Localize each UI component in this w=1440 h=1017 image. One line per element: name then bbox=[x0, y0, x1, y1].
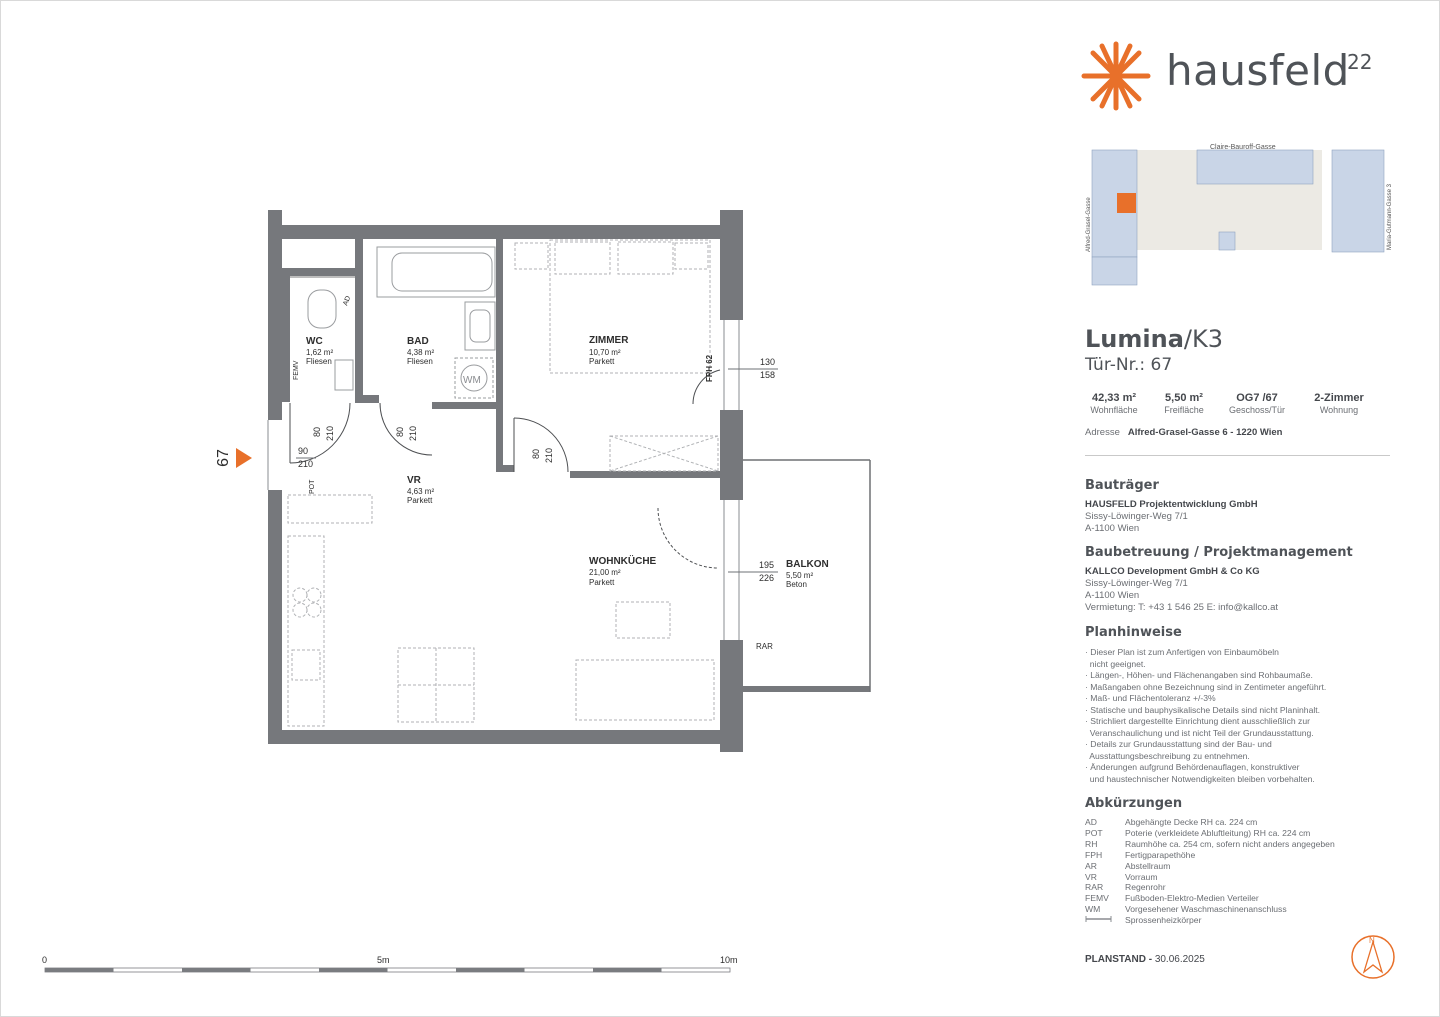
scale-mid: 5m bbox=[377, 955, 390, 965]
notes-heading: Planhinweise bbox=[1085, 625, 1182, 640]
building-name: Lumina bbox=[1085, 325, 1184, 353]
walls bbox=[268, 210, 743, 752]
abbr-row bbox=[1085, 882, 1335, 893]
kpi-value: 2-Zimmer bbox=[1314, 392, 1364, 404]
label-fph: FPH 62 bbox=[705, 354, 714, 382]
address bbox=[1085, 427, 1282, 438]
room-vr-name: VR bbox=[407, 475, 421, 486]
dim-wc-door-width: 80 bbox=[312, 426, 322, 437]
note-line: · Strichliert dargestellte Einrichtung dient ausschließlich zur bbox=[1085, 716, 1310, 726]
management-block bbox=[1085, 566, 1278, 614]
abbr-value: Poterie (verkleidete Abluftleitung) RH ca. 224 cm bbox=[1125, 827, 1311, 838]
abbr-key: AR bbox=[1085, 860, 1097, 871]
dim-bad-door-height: 210 bbox=[408, 425, 418, 441]
address-value: Alfred-Grasel-Gasse 6 - 1220 Wien bbox=[1127, 427, 1283, 438]
management-company: KALLCO Development GmbH & Co KG bbox=[1085, 566, 1260, 577]
room-wohnkueche-name: WOHNKÜCHE bbox=[589, 556, 657, 567]
abbr-value: Fußboden-Elektro-Medien Verteiler bbox=[1125, 893, 1259, 904]
developer-block bbox=[1085, 499, 1258, 535]
site-street-top: Claire-Bauroff-Gasse bbox=[1210, 144, 1276, 151]
dim-wk-window-height: 226 bbox=[759, 573, 775, 583]
room-vr-floor: Parkett bbox=[407, 496, 433, 505]
abbr-value: Vorraum bbox=[1125, 871, 1158, 882]
kpi-geschoss bbox=[1224, 392, 1290, 415]
scale-zero: 0 bbox=[42, 955, 48, 965]
abbr-value: Abgehängte Decke RH ca. 224 cm bbox=[1125, 817, 1258, 827]
abbreviations-list bbox=[1085, 817, 1335, 926]
radiator-symbol-icon bbox=[1085, 915, 1125, 926]
abbr-key: VR bbox=[1085, 871, 1097, 882]
compass-north-label: N bbox=[1369, 936, 1375, 945]
abbr-row bbox=[1085, 872, 1335, 883]
abbr-key: AD bbox=[1085, 817, 1097, 827]
abbr-row bbox=[1085, 850, 1335, 861]
abbr-key: POT bbox=[1085, 827, 1103, 838]
kpi-value: 5,50 m² bbox=[1165, 392, 1203, 404]
developer-city: A-1100 Wien bbox=[1085, 523, 1140, 534]
door-number: Tür-Nr.: 67 bbox=[1085, 355, 1173, 375]
kpi-label: Wohnfläche bbox=[1090, 405, 1138, 415]
developer-heading: Bauträger bbox=[1085, 478, 1159, 493]
abbr-row bbox=[1085, 828, 1335, 839]
notes-list bbox=[1085, 647, 1385, 785]
abbr-row bbox=[1085, 904, 1335, 915]
room-balkon-name: BALKON bbox=[786, 559, 829, 570]
kpi-value: 42,33 m² bbox=[1091, 392, 1137, 404]
abbr-value: Vorgesehener Waschmaschinenanschluss bbox=[1125, 904, 1287, 915]
note-line: Ausstattungsbeschreibung zu entnehmen. bbox=[1085, 750, 1250, 761]
dim-zimmer-window-height: 158 bbox=[760, 370, 776, 380]
site-plan bbox=[1085, 140, 1395, 290]
dim-entry-door-width: 90 bbox=[298, 446, 309, 456]
site-street-left: Alfred-Grasel-Gasse bbox=[1086, 197, 1092, 252]
label-ad: AD bbox=[342, 295, 353, 307]
management-heading: Baubetreuung / Projektmanagement bbox=[1085, 545, 1353, 560]
note-line: · Maßangaben ohne Bezeichnung sind in Zentimeter angeführt. bbox=[1085, 681, 1327, 692]
abbr-row bbox=[1085, 839, 1335, 850]
abbr-value: Fertigparapethöhe bbox=[1125, 849, 1196, 860]
planstand bbox=[1085, 954, 1205, 965]
planstand-label: PLANSTAND - bbox=[1085, 954, 1153, 965]
dim-zimmer-door-height: 210 bbox=[544, 447, 554, 463]
building-block: /K3 bbox=[1183, 325, 1223, 353]
note-line: · Dieser Plan ist zum Anfertigen von Einbaumöbeln bbox=[1085, 647, 1279, 657]
abbr-row bbox=[1085, 893, 1335, 904]
note-line: · Änderungen aufgrund Behördenauflagen, konstruktiver bbox=[1085, 762, 1300, 772]
management-city: A-1100 Wien bbox=[1085, 590, 1140, 601]
windows bbox=[268, 320, 739, 640]
dim-wc-door-height: 210 bbox=[325, 425, 335, 441]
brand-superscript: 22 bbox=[1347, 50, 1373, 74]
entrance-number: 67 bbox=[215, 449, 232, 467]
dim-zimmer-window-width: 130 bbox=[760, 357, 776, 367]
dim-entry-door-height: 210 bbox=[298, 459, 314, 469]
room-bad-area: 4,38 m² bbox=[407, 348, 435, 357]
abbr-row bbox=[1085, 817, 1335, 828]
abbr-key: RAR bbox=[1085, 882, 1104, 893]
room-wc-area: 1,62 m² bbox=[306, 348, 334, 357]
abbr-key: WM bbox=[1085, 904, 1101, 915]
living-furniture bbox=[288, 495, 714, 726]
label-femv: FEMV bbox=[293, 360, 300, 380]
kpi-wohnflaeche bbox=[1085, 392, 1143, 415]
management-contact: Vermietung: T: +43 1 546 25 E: info@kallco.at bbox=[1085, 602, 1278, 613]
room-zimmer-floor: Parkett bbox=[589, 357, 615, 366]
room-wohnkueche-area: 21,00 m² bbox=[589, 568, 621, 577]
room-zimmer-name: ZIMMER bbox=[589, 335, 629, 346]
developer-company: HAUSFELD Projektentwicklung GmbH bbox=[1085, 499, 1258, 510]
room-bad-floor: Fliesen bbox=[407, 357, 433, 366]
kpi-label: Freifläche bbox=[1164, 405, 1204, 415]
room-zimmer-area: 10,70 m² bbox=[589, 348, 621, 357]
room-vr-area: 4,63 m² bbox=[407, 487, 435, 496]
note-line: · Statische und bauphysikalische Details sind nicht Planinhalt. bbox=[1085, 704, 1321, 715]
dim-wk-window-width: 195 bbox=[759, 560, 775, 570]
abbr-value: Raumhöhe ca. 254 cm, sofern nicht anders angegeben bbox=[1125, 838, 1335, 849]
abbr-row bbox=[1085, 861, 1335, 872]
scale-bar bbox=[42, 955, 738, 972]
entrance-arrow-icon bbox=[236, 448, 252, 468]
abbr-value: Abstellraum bbox=[1125, 860, 1171, 871]
management-street: Sissy-Löwinger-Weg 7/1 bbox=[1085, 578, 1188, 589]
abbr-key: FPH bbox=[1085, 849, 1103, 860]
label-wm: WM bbox=[463, 375, 481, 386]
note-line: · Längen-, Höhen- und Flächenangaben sind Rohbaumaße. bbox=[1085, 670, 1313, 680]
dim-zimmer-door-width: 80 bbox=[531, 448, 541, 459]
note-line: · Details zur Grundausstattung sind der Bau- und bbox=[1085, 739, 1272, 749]
note-line: und haustechnischer Notwendigkeiten bleiben vorbehalten. bbox=[1085, 773, 1315, 784]
abbr-key: FEMV bbox=[1085, 893, 1109, 904]
divider bbox=[1085, 455, 1390, 456]
room-bad-name: BAD bbox=[407, 336, 429, 347]
compass-icon bbox=[1348, 932, 1398, 982]
site-unit-marker-icon bbox=[1117, 193, 1136, 213]
room-balkon-floor: Beton bbox=[786, 580, 807, 589]
planstand-date: 30.06.2025 bbox=[1154, 954, 1205, 965]
kpi-freiflaeche bbox=[1158, 392, 1210, 415]
scale-end: 10m bbox=[720, 955, 738, 965]
kpi-label: Geschoss/Tür bbox=[1228, 405, 1286, 415]
room-balkon-area: 5,50 m² bbox=[786, 571, 814, 580]
room-wc-name: WC bbox=[306, 336, 323, 347]
site-street-right: Maria-Gutmann-Gasse 3 bbox=[1387, 183, 1393, 250]
note-line: Veranschaulichung und ist nicht Teil der Grundausstattung. bbox=[1085, 727, 1314, 738]
kpi-zimmer bbox=[1306, 392, 1372, 415]
kpi-value: OG7 /67 bbox=[1236, 392, 1278, 404]
kpi-label: Wohnung bbox=[1319, 405, 1359, 415]
label-pot: POT bbox=[309, 479, 316, 494]
note-line: · Maß- und Flächentoleranz +/-3% bbox=[1085, 693, 1216, 703]
brand-star-icon bbox=[1080, 40, 1152, 112]
address-label: Adresse bbox=[1085, 427, 1120, 438]
room-wc-floor: Fliesen bbox=[306, 357, 332, 366]
unit-title bbox=[1085, 325, 1223, 353]
label-rar: RAR bbox=[756, 642, 773, 651]
developer-street: Sissy-Löwinger-Weg 7/1 bbox=[1085, 511, 1188, 522]
brand-name: hausfeld bbox=[1166, 46, 1350, 95]
dim-bad-door-width: 80 bbox=[395, 426, 405, 437]
note-line: nicht geeignet. bbox=[1085, 658, 1146, 669]
abbr-value: Regenrohr bbox=[1125, 882, 1166, 893]
abbr-value: Sprossenheizkörper bbox=[1125, 915, 1202, 926]
room-wohnkueche-floor: Parkett bbox=[589, 578, 615, 587]
abbreviations-heading: Abkürzungen bbox=[1085, 796, 1183, 811]
abbr-key: RH bbox=[1085, 838, 1098, 849]
abbr-row bbox=[1085, 915, 1335, 926]
